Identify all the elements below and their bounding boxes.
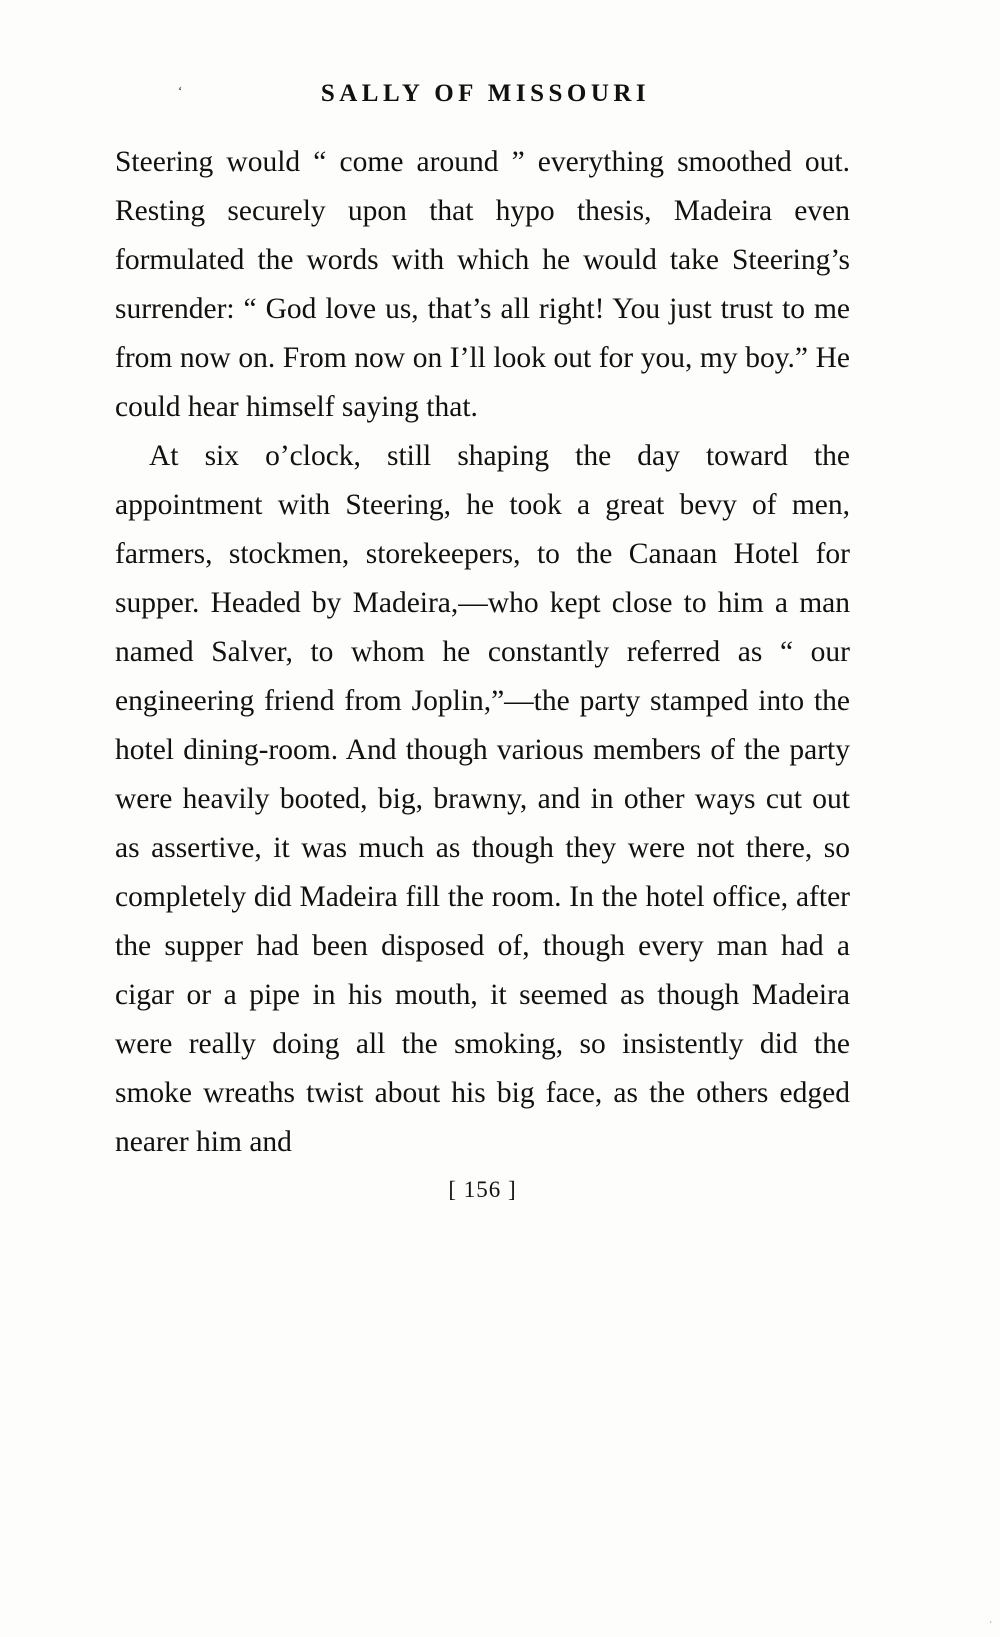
- corner-mark: ·: [985, 1620, 996, 1624]
- running-head: SALLY OF MISSOURI: [320, 80, 651, 107]
- margin-tick-mark: ‘: [178, 83, 183, 98]
- page-content: [115, 80, 850, 1203]
- body-text: [115, 138, 850, 1167]
- page-number: [ 156 ]: [448, 1177, 517, 1202]
- paragraph: Steering would “ come around ” everything smoothed out. Resting securely upon that hypo thesis, Madeira even formulated the words with which he would take Steering’s surrender: “ God love us, that’s all right! You just trust to me from now on. From now on I’ll look out for you, my boy.” He could hear himself saying that.: [115, 146, 850, 423]
- paragraph: At six o’clock, still shaping the day toward the appointment with Steering, he took a great bevy of men, farmers, stockmen, storekeepers, to the Canaan Hotel for supper. Headed by Madeira,—who kept close to him a man named Salver, to whom he constantly referred as “ our engineering friend from Joplin,”—the party stamped into the hotel dining-room. And though various members of the party were heavily booted, big, brawny, and in other ways cut out as assertive, it was much as though they were not there, so completely did Madeira fill the room. In the hotel office, after the supper had been disposed of, though every man had a cigar or a pipe in his mouth, it seemed as though Madeira were really doing all the smoking, so insistently did the smoke wreaths twist about his big face, as the others edged nearer him and: [115, 440, 850, 1158]
